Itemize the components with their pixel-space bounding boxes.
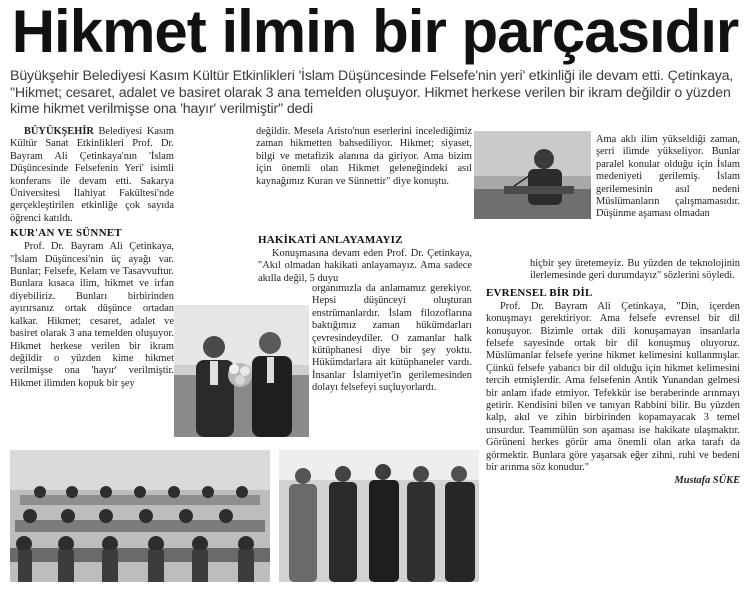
deck-paragraph: Büyükşehir Belediyesi Kasım Kültür Etkinlikleri 'İslam Düşüncesinde Felsefe'nin yeri' etkinliği ile devam etti. Çetinkaya, "Hikmet; cesaret, adalet ve basiret olarak 3 ana temelden oluşuyor. Hikmet herkese verilen bir ikram değildir o yüzden kime hikmet verilmişse ona 'hayır' verilmiştir" dedi <box>10 68 734 118</box>
column-2-middle <box>258 232 472 285</box>
col3-paragraph-2: Prof. Dr. Bayram Ali Çetinkaya, "Din, içerden konuşmayı gerektiriyor. Ama felsefe evrensel bir dil konuşuyor. Bizimle ortak dili konuşamayan insanlarla felsefe sayesinde ortak bir dil konuşmuş oluyoruz. Müslümanlar felsefe yerine hikmet kelimesini kullanmışlar. Çünkü felsefe yabancı bir dil olduğu için hikmet kelimesini tercih etmişlerdir. Ama felsefenin Antik Yunandan gelmesi bir anlam ifade etmiyor. Tefekkür ise beraberinde arınmayı getirir. Kendisini bilen ve tanıyan Rabbini bilir. Bu yüzden kalp, akıl ve zihin birbirinden kopamayacak 3 temel unsurdur. Teammülün son aşaması ise hakikate ulaşmaktır. Görüneni herkes görür ama önemli olan arka tarafı da görmektir. Bunlara göre yaşarsak eğer zihni, ruhi ve bedeni bir arınma söz konudur." <box>486 300 740 474</box>
photo-flower-presentation <box>174 305 309 437</box>
col2-paragraph-2a: Konuşmasına devam eden Prof. Dr. Çetinkaya, "Akıl olmadan hakikati anlayamayız. Ama sadece akılla değil, 5 duyu <box>258 248 472 284</box>
signature: Mustafa SÜKE <box>674 474 740 486</box>
col2-paragraph-1: değildir. Mesela Aristo'nun eserlerini incelediğimiz zaman hikmetten bahsediliyor. Hikmet; siyaset, bilgi ve metafizik alanına da giriyor. Ama bizim için önemli olan Hikmet geleneğindeki asıl kaynağımız Kuran ve Sünnettir" diye konuştu. <box>256 126 472 187</box>
subheading-hakikat: HAKİKATİ ANLAYAMAYIZ <box>258 234 403 246</box>
intro-text: Belediyesi Kasım Kültür Sanat Etkinlikleri Prof. Dr. Bayram Ali Çetinkaya'nın 'İslam Düşüncesinde Felsefenin Yeri' isimli konferans ile devam etti. Sakarya Üniversitesi İlahiyat Fakültesi'nde gerçekleştirilen etkinliğe çok sayıda öğrenci katıldı. <box>10 126 174 224</box>
intro-paragraph <box>10 126 174 225</box>
column-3 <box>486 258 740 487</box>
lead-word: BÜYÜKŞEHİR <box>24 126 94 137</box>
column-2 <box>186 126 472 188</box>
col3-paragraph-1b: hiçbir şey üretemeyiz. Bu yüzden de teknolojinin ilerlemesinde geri durumdayız" sözlerini söyledi. <box>530 258 740 282</box>
subheading-kuran: KUR'AN VE SÜNNET <box>10 227 122 240</box>
col1-paragraph: Prof. Dr. Bayram Ali Çetinkaya, "İslam Düşüncesi'nin üç ayağı var. Bunlar; Felsefe, Kelam ve Tasavvuftur. Bunlara kısaca ilim, hikmet ve irfan diyebiliriz. Bunları birbirinden ayırırsanız ortak düşünce ortadan kalkar. Hikmet; cesaret, adalet ve basiret olarak 3 ana temelden oluşuyor. Hikmet herkese verilen bir ikram değildir o yüzden kime hikmet verilmişse ona 'hayır' verilmiştir. Hikmet ilimden kopuk bir şey <box>10 241 174 389</box>
col3-paragraph-1a: Ama aklı ilim yükseldiği zaman, şerri ilimde yükseliyor. Bunlar paralel konular olduğu için İslam medeniyeti gerilemiş. İslam gerilemesinin asıl nedeni Müslümanların çalışmamasıdır. Düşünme aşaması olmadan <box>596 134 740 220</box>
column-2-lower <box>312 283 472 395</box>
photo-group-standing <box>279 450 479 582</box>
col2-paragraph-2b: organımızla da anlamamız gerekiyor. Hepsi düşünceyi oluşturan enstrümanlardır. İslam filozoflarına baktığımız zaman hükümdarları çevresindeydiler. O zamanlar halk kütüphanesi diye bir şey yoktu. Hükümdarlara ait kütüphaneler vardı. İnsanlar İslamiyet'in gerilemesinden dolayı felsefeyi suçluyorlardı. <box>312 283 472 394</box>
subheading-evrensel: EVRENSEL BİR DİL <box>486 286 593 299</box>
photo-audience-seated <box>10 450 270 582</box>
column-3-top <box>596 134 740 221</box>
column-1 <box>10 126 174 390</box>
headline: Hikmet ilmin bir parçasıdır <box>11 0 739 65</box>
photo-speaker-at-podium <box>474 131 591 219</box>
